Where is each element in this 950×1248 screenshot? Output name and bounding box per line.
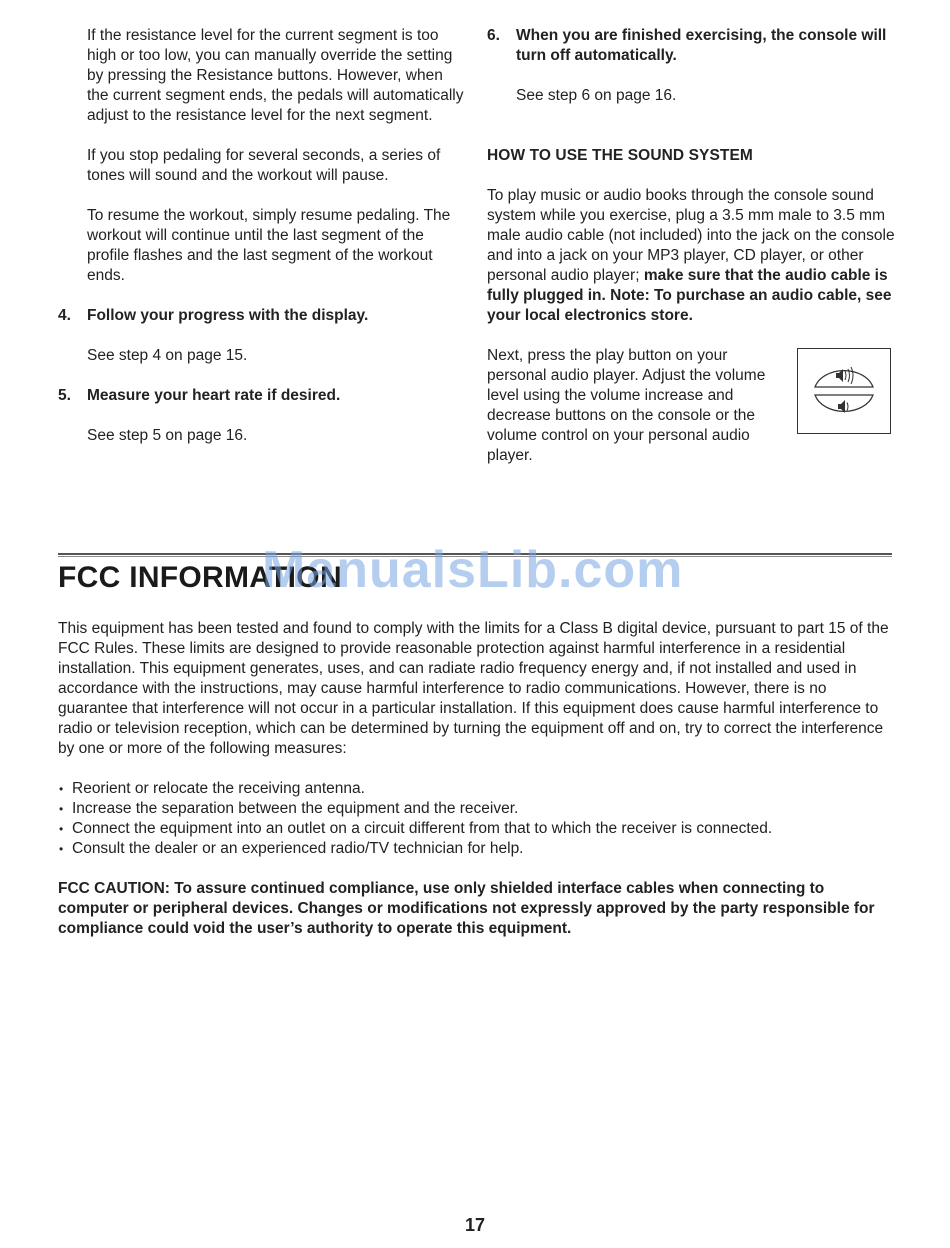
resistance-paragraph: If the resistance level for the current segment is too high or too low, you can manually override the setting by pressing the Resistance buttons. However, when the current segment ends, the pedals will automatically adjust to the resistance level for the next segment. [87, 27, 464, 124]
sound-paragraph-2: Next, press the play button on your personal audio player. Adjust the volume level using the volume increase and decrease buttons on the console or the volume control on your personal audio player. [487, 347, 766, 464]
pause-paragraph: If you stop pedaling for several seconds, a series of tones will sound and the workout will pause. [87, 147, 441, 184]
step-5-number: 5. [58, 387, 71, 404]
page-number: 17 [464, 1215, 486, 1235]
fcc-caution: FCC CAUTION: To assure continued compliance, use only shielded interface cables when connecting to computer or peripheral devices. Changes or modifications not expressly approved by the party responsible for compliance could void the user’s authority to operate this equipment. [58, 880, 875, 937]
left-column [58, 26, 468, 446]
sound-paragraph-1-text: To play music or audio books through the console sound system while you exercise, plug a 3.5 mm male to 3.5 mm male audio cable (not included) into the jack on the console and into a jack on your MP3 player, CD player, or other personal audio player; [487, 187, 895, 284]
list-item: • Reorient or relocate the receiving antenna. [58, 779, 892, 799]
step-5-heading [58, 386, 468, 406]
watermark: ManualsLib.com [262, 541, 684, 599]
step-4-number: 4. [58, 307, 71, 324]
list-item: • Consult the dealer or an experienced radio/TV technician for help. [58, 839, 892, 859]
step-6-number: 6. [487, 27, 500, 44]
fcc-measures-list [58, 779, 892, 859]
volume-buttons-illustration [797, 348, 891, 434]
sound-system-heading: HOW TO USE THE SOUND SYSTEM [487, 147, 753, 164]
sound-paragraph-1 [487, 186, 897, 326]
list-item: • Increase the separation between the equipment and the receiver. [58, 799, 892, 819]
sound-instructions-block [487, 346, 897, 466]
step-4-title: Follow your progress with the display. [87, 307, 369, 324]
volume-buttons-icon [798, 349, 890, 433]
fcc-title: FCC INFORMATION [58, 561, 342, 594]
resume-paragraph: To resume the workout, simply resume pedaling. The workout will continue until the last segment of the profile flashes and the last segment of the workout ends. [87, 207, 451, 284]
step-4-heading [58, 306, 468, 326]
fcc-body [58, 619, 892, 939]
step-5-text: See step 5 on page 16. [87, 427, 248, 444]
list-item: • Connect the equipment into an outlet on a circuit different from that to which the receiver is connected. [58, 819, 892, 839]
step-4-text: See step 4 on page 15. [87, 347, 248, 364]
fcc-intro: This equipment has been tested and found to comply with the limits for a Class B digital device, pursuant to part 15 of the FCC Rules. These limits are designed to provide reasonable protection against harmful interference in a residential installation. This equipment generates, uses, and can radiate radio frequency energy and, if not installed and used in accordance with the instructions, may cause harmful interference to radio communications. However, there is no guarantee that interference will not occur in a particular installation. If this equipment does cause harmful interference to radio or television reception, which can be determined by turning the equipment off and on, try to correct the interference by one or more of the following measures: [58, 620, 889, 757]
step-6-text: See step 6 on page 16. [516, 87, 677, 104]
right-column [487, 26, 897, 466]
step-5-title: Measure your heart rate if desired. [87, 387, 341, 404]
step-6-heading [487, 26, 897, 66]
sound-paragraph-1-bold: make sure that the audio cable is fully plugged in. Note: To purchase an audio cable, see your local electronics store. [487, 267, 892, 324]
step-6-title: When you are finished exercising, the console will turn off automatically. [516, 27, 887, 64]
